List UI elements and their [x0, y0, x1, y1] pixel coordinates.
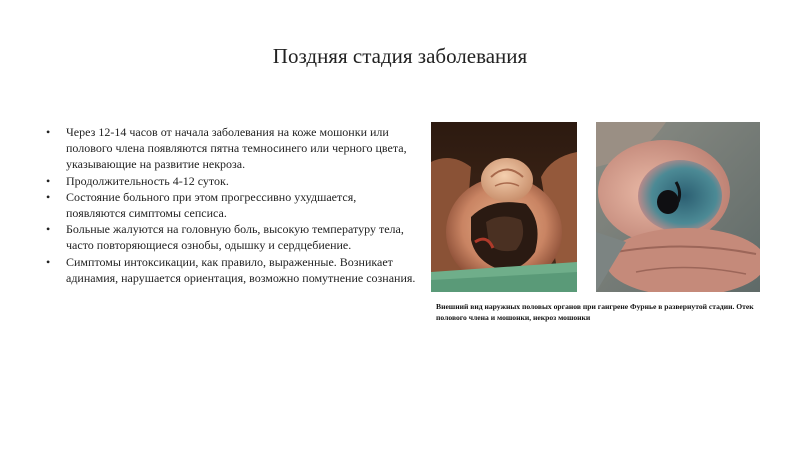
bullet-marker: •: [46, 222, 51, 237]
bullet-text: Больные жалуются на головную боль, высокую температуру тела, часто повторяющиеся ознобы, одышку и сердцебиение.: [66, 222, 404, 253]
clinical-photo-left: [431, 122, 577, 292]
bullet-item: [46, 189, 416, 221]
bullet-list: [46, 124, 416, 286]
bullet-marker: •: [46, 173, 51, 188]
bullet-text: Симптомы интоксикации, как правило, выраженные. Возникает адинамия, нарушается ориентация, возможно помутнение сознания.: [66, 254, 416, 285]
bullet-item: [46, 254, 416, 286]
bullet-item: [46, 173, 416, 189]
bullet-text: Через 12-14 часов от начала заболевания на коже мошонки или полового члена появляются пятна темносинего или черного цвета, указывающие на развитие некроза.: [66, 125, 407, 172]
bullet-text: Состояние больного при этом прогрессивно ухудшается, появляются симптомы сепсиса.: [66, 189, 357, 221]
slide-title: Поздняя стадия заболевания: [272, 44, 528, 68]
photo-caption: Внешний вид наружных половых органов при гангрене Фурнье в развернутой стадии. Отек полового члена и мошонки, некроз мошонки: [436, 302, 754, 322]
bullet-marker: •: [46, 125, 51, 139]
bullet-item: [46, 124, 416, 173]
bullet-marker: •: [46, 189, 51, 204]
bullet-item: [46, 221, 416, 253]
bullet-text: Продолжительность 4-12 суток.: [66, 173, 229, 188]
clinical-photo-right: [596, 122, 760, 292]
bullet-marker: •: [46, 254, 51, 269]
